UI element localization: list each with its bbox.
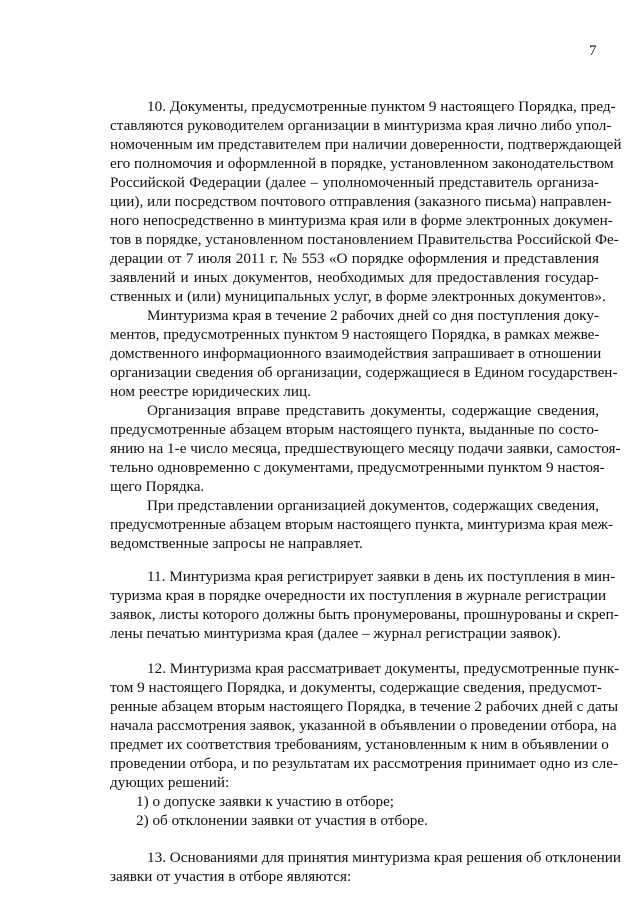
text-line: заявок, листы которого должны быть пронумерованы, прошнурованы и скреп-	[110, 606, 619, 623]
list-item: 2) об отклонении заявки от участия в отборе.	[136, 812, 428, 829]
text-line: дующих решений:	[110, 774, 230, 791]
page-number: 7	[589, 43, 597, 59]
list-item: 1) о допуске заявки к участию в отборе;	[136, 793, 395, 810]
text-line: Организация вправе представить документы, содержащие сведения,	[147, 402, 599, 419]
text-line: дерации от 7 июля 2011 г. № 553 «О порядке оформления и представления	[110, 250, 599, 267]
text-line: его полномочия и оформленной в порядке, установленном законодательством	[110, 155, 614, 172]
text-line: щего Порядка.	[110, 478, 205, 495]
text-line: 10. Документы, предусмотренные пунктом 9 настоящего Порядка, пред-	[147, 98, 616, 115]
text-line: предусмотренные абзацем вторым настоящего пункта, выданные по состо-	[110, 421, 599, 438]
text-line: номоченным им представителем при наличии доверенности, подтверждающей	[110, 136, 622, 153]
text-line: том 9 настоящего Порядка, и документы, содержащие сведения, предусмот-	[110, 679, 602, 696]
text-line: Российской Федерации (далее – уполномоченный представитель организа-	[110, 174, 599, 191]
text-line: ведомственные запросы не направляет.	[110, 535, 363, 552]
text-line: организации сведения об организации, содержащиеся в Едином государствен-	[110, 364, 618, 381]
text-line: проведении отбора, и по результатам их рассмотрения принимает одно из сле-	[110, 755, 619, 772]
text-line: тельно одновременно с документами, предусмотренными пунктом 9 настоя-	[110, 459, 605, 476]
text-line: туризма края в порядке очередности их поступления в журнале регистрации	[110, 587, 607, 604]
text-line: начала рассмотрения заявок, указанной в объявлении о проведении отбора, на	[110, 717, 617, 734]
text-line: ного непосредственно в минтуризма края или в форме электронных докумен-	[110, 212, 613, 229]
text-line: 12. Минтуризма края рассматривает документы, предусмотренные пунк-	[147, 660, 620, 677]
text-line: ренные абзацем вторым настоящего Порядка, в течение 2 рабочих дней с даты	[110, 698, 619, 715]
text-line: лены печатью минтуризма края (далее – журнал регистрации заявок).	[110, 625, 561, 642]
text-line: предмет их соответствия требованиям, установленным к ним в объявлении о	[110, 736, 609, 753]
text-line: домственного информационного взаимодействия запрашивает в отношении	[110, 345, 602, 362]
text-line: янию на 1-е число месяца, предшествующего месяцу подачи заявки, самостоя-	[110, 440, 621, 457]
text-line: При представлении организацией документов, содержащих сведения,	[147, 497, 599, 514]
text-line: ции), или посредством почтового отправления (заказного письма) направлен-	[110, 193, 612, 210]
text-line: 11. Минтуризма края регистрирует заявки в день их поступления в мин-	[147, 568, 616, 585]
text-line: заявлений и иных документов, необходимых для предоставления государ-	[110, 269, 599, 286]
text-line: ставляются руководителем организации в минтуризма края лично либо упол-	[110, 117, 612, 134]
text-line: ственных и (или) муниципальных услуг, в форме электронных документов».	[110, 288, 606, 305]
text-line: ном реестре юридических лиц.	[110, 383, 311, 400]
text-line: 13. Основаниями для принятия минтуризма края решения об отклонении	[147, 849, 622, 866]
text-line: ментов, предусмотренных пунктом 9 настоящего Порядка, в рамках межве-	[110, 326, 600, 343]
text-line: тов в порядке, установленном постановлением Правительства Российской Фе-	[110, 231, 619, 248]
text-line: предусмотренные абзацем вторым настоящего пункта, минтуризма края меж-	[110, 516, 614, 533]
text-line: Минтуризма края в течение 2 рабочих дней со дня поступления доку-	[147, 307, 599, 324]
text-line: заявки от участия в отборе являются:	[110, 868, 352, 885]
